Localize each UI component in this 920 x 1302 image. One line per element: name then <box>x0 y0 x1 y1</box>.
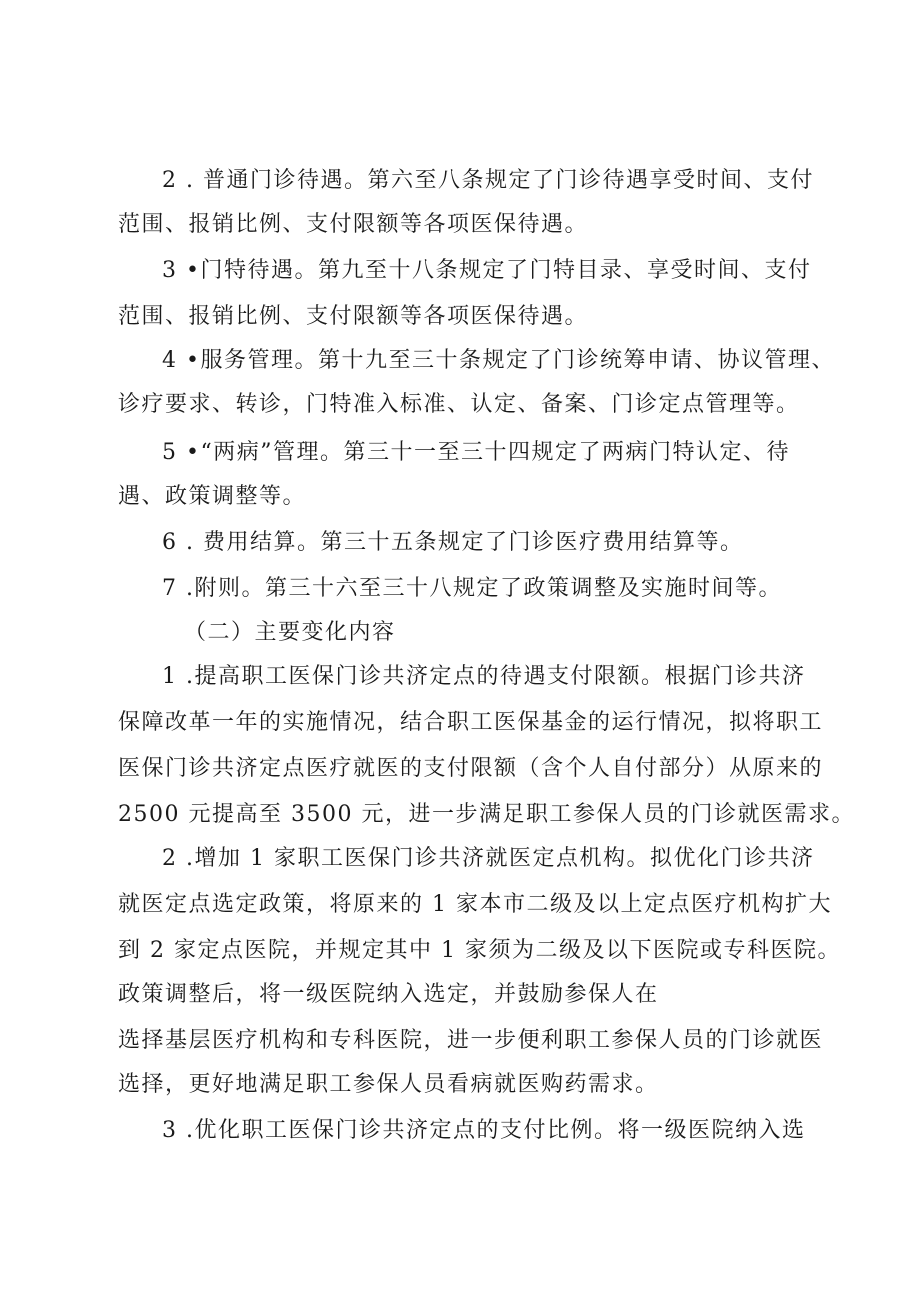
text-line: 保障改革一年的实施情况，结合职工医保基金的运行情况，拟将职工 <box>118 710 824 735</box>
text-line: 4 •服务管理。第十九至三十条规定了门诊统筹申请、协议管理、 <box>162 348 835 373</box>
text-line: 2500 元提高至 3500 元，进一步满足职工参保人员的门诊就医需求。 <box>118 802 855 827</box>
text-line: 5 •“两病”管理。第三十一至三十四规定了两病门特认定、待 <box>162 440 790 465</box>
text-line: 诊疗要求、转诊，门特准入标准、认定、备案、门诊定点管理等。 <box>118 392 800 417</box>
text-line: 2 . 普通门诊待遇。第六至八条规定了门诊待遇享受时间、支付 <box>162 168 814 193</box>
text-line: 6 . 费用结算。第三十五条规定了门诊医疗费用结算等。 <box>162 530 744 555</box>
text-line: 范围、报销比例、支付限额等各项医保待遇。 <box>118 212 589 237</box>
text-line: 3 •门特待遇。第九至十八条规定了门特目录、享受时间、支付 <box>162 258 812 283</box>
text-line: 选择基层医疗机构和专科医院，进一步便利职工参保人员的门诊就医 <box>118 1028 824 1053</box>
text-line: 政策调整后，将一级医院纳入选定，并鼓励参保人在 <box>118 982 659 1007</box>
section-heading: （二）主要变化内容 <box>184 620 396 645</box>
text-line: 遇、政策调整等。 <box>118 484 307 509</box>
text-line: 2 .增加 1 家职工医保门诊共济就医定点机构。拟优化门诊共济 <box>162 846 815 871</box>
text-line: 范围、报销比例、支付限额等各项医保待遇。 <box>118 304 589 329</box>
text-line: 1 .提高职工医保门诊共济定点的待遇支付限额。根据门诊共济 <box>162 664 806 689</box>
text-line: 选择，更好地满足职工参保人员看病就医购药需求。 <box>118 1072 659 1097</box>
text-line: 医保门诊共济定点医疗就医的支付限额（含个人自付部分）从原来的 <box>118 756 824 781</box>
text-line: 3 .优化职工医保门诊共济定点的支付比例。将一级医院纳入选 <box>162 1118 806 1143</box>
text-line: 7 .附则。第三十六至三十八规定了政策调整及实施时间等。 <box>162 576 782 601</box>
text-line: 到 2 家定点医院，并规定其中 1 家须为二级及以下医院或专科医院。 <box>118 938 841 963</box>
text-line: 就医定点选定政策，将原来的 1 家本市二级及以上定点医疗机构扩大 <box>118 892 832 917</box>
